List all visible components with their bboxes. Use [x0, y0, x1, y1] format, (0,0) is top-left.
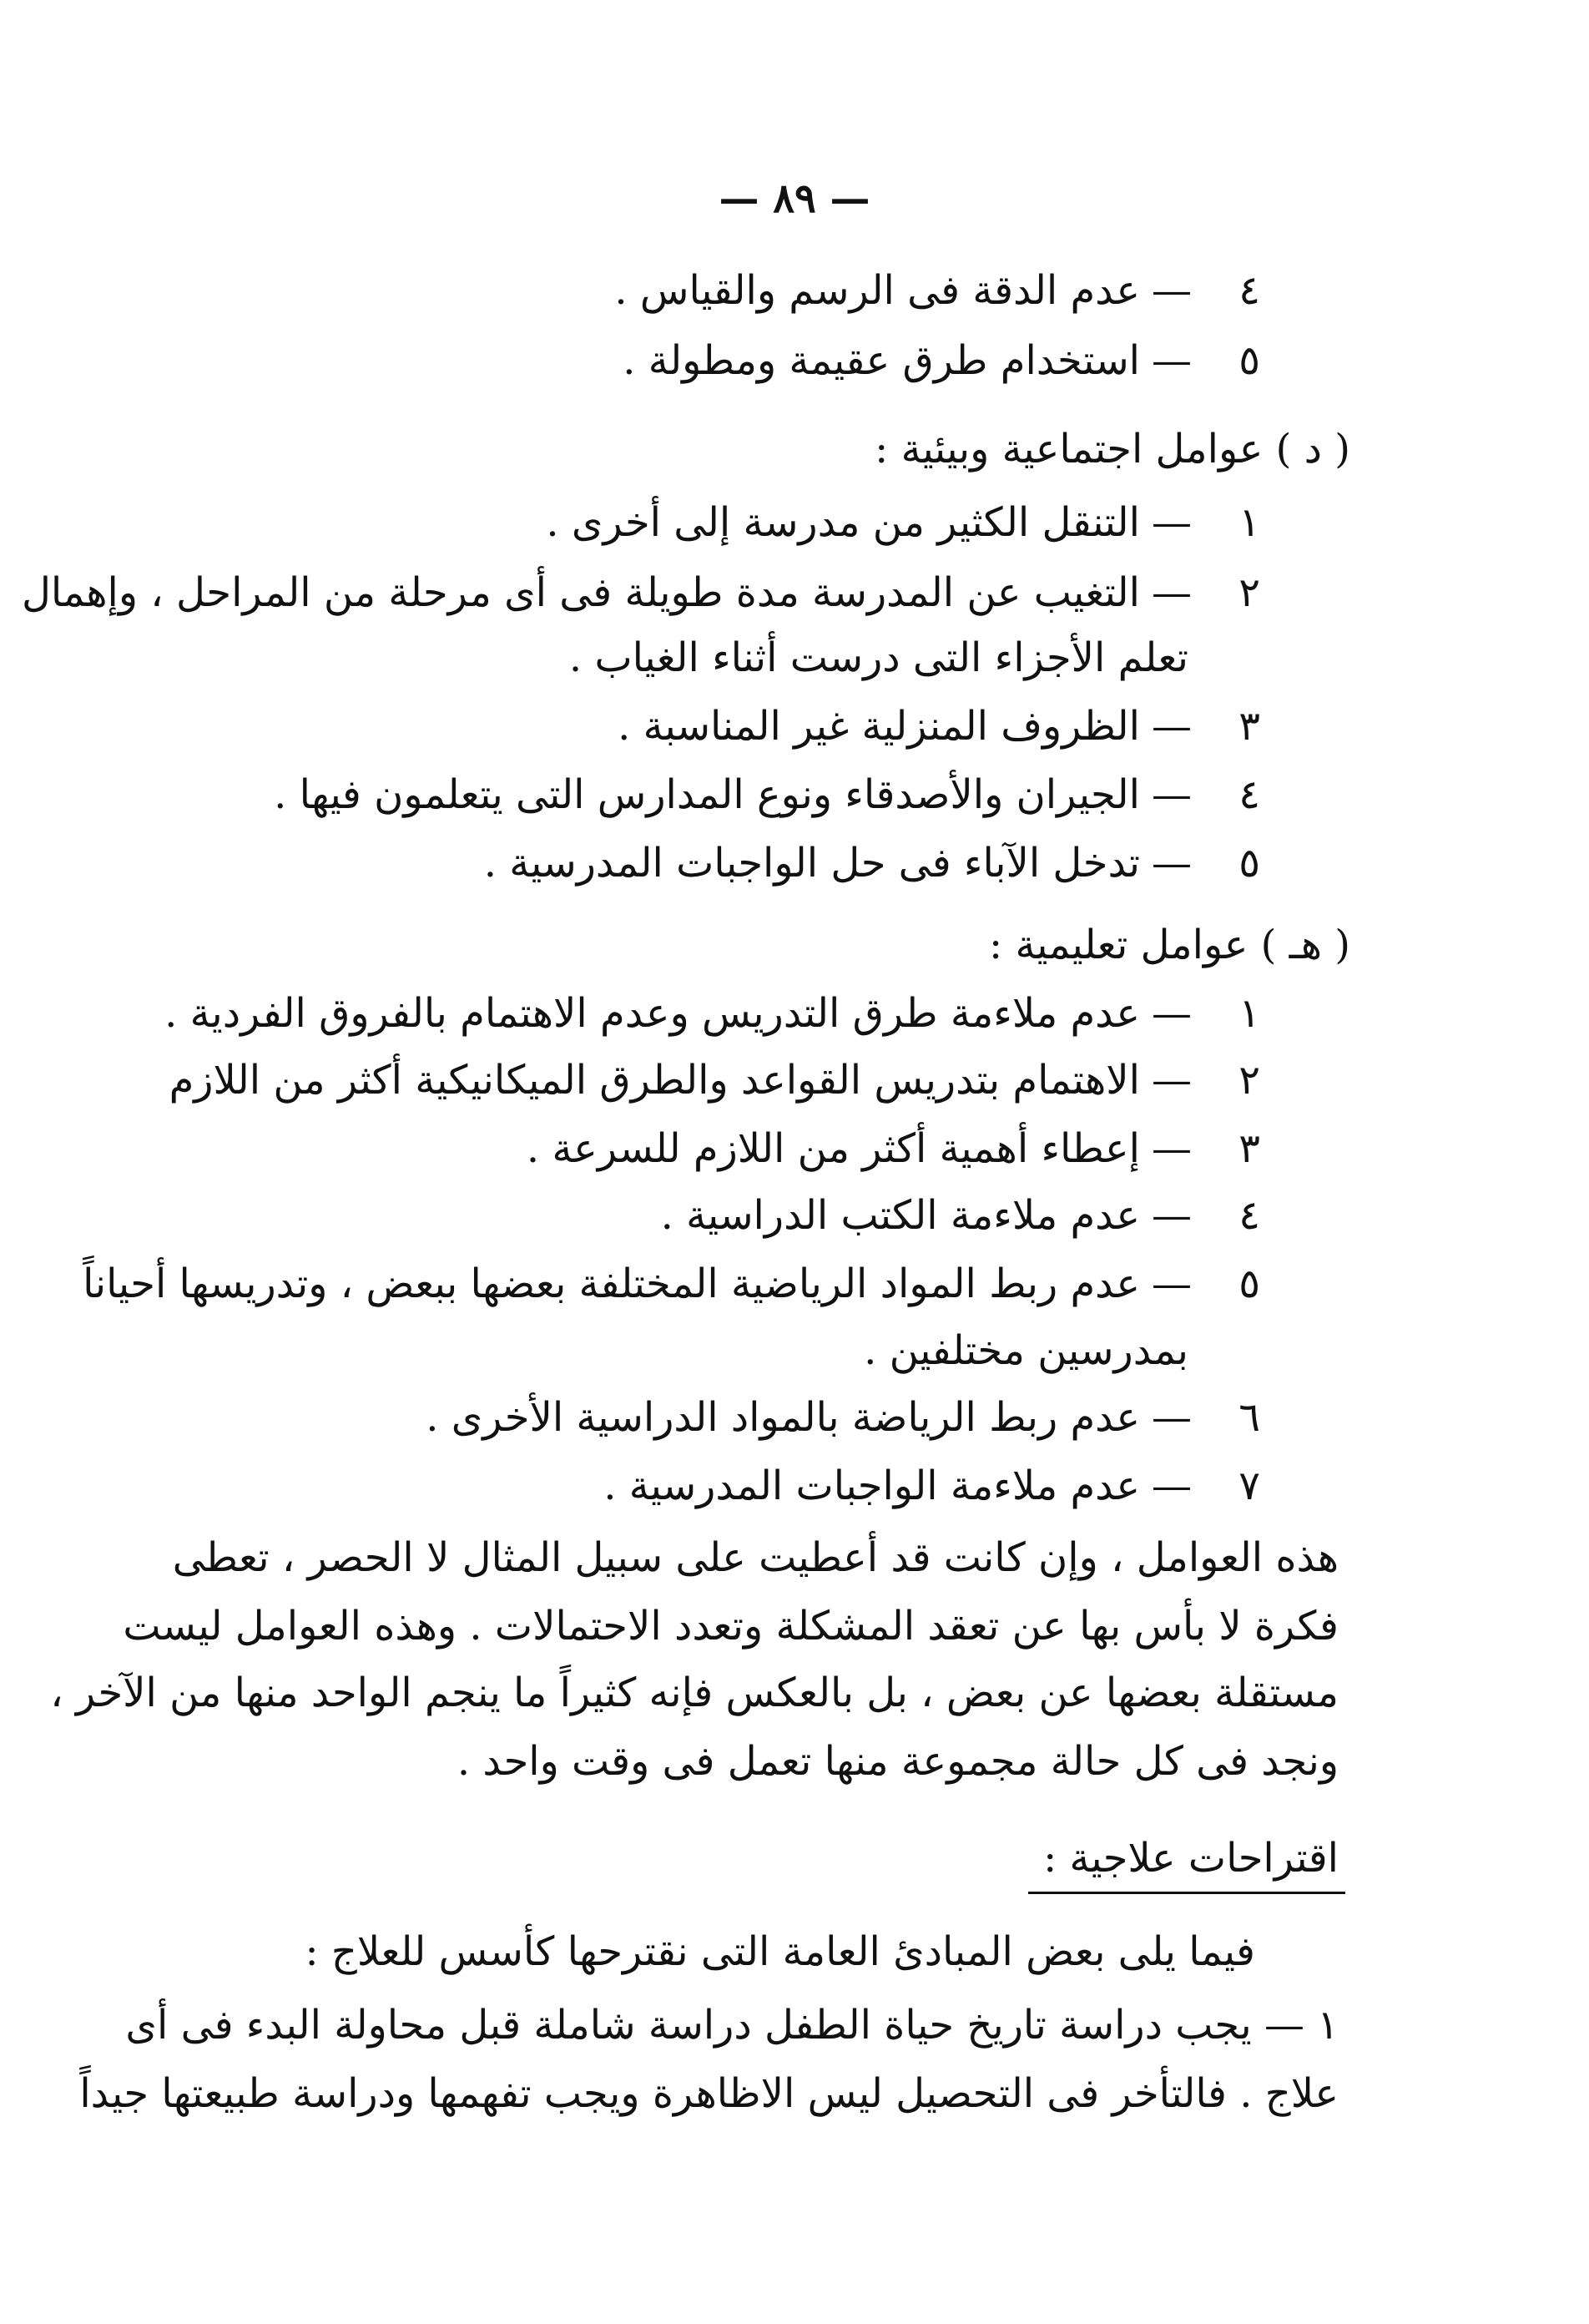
list-item: ٤—الجيران والأصدقاء ونوع المدارس التى يتعلمون فيها . [274, 771, 1260, 818]
item-number: ١ [1238, 990, 1260, 1037]
item-text: إعطاء أهمية أكثر من اللازم للسرعة . [526, 1125, 1140, 1172]
paragraph-line: مستقلة بعضها عن بعض ، بل بالعكس فإنه كثيراً ما ينجم الواحد منها من الآخر ، [50, 1670, 1339, 1716]
list-item: ٣—إعطاء أهمية أكثر من اللازم للسرعة . [526, 1125, 1260, 1172]
list-item: ٤—عدم الدقة فى الرسم والقياس . [614, 267, 1260, 314]
list-item: ٢—الاهتمام بتدريس القواعد والطرق الميكانيكية أكثر من اللازم [169, 1057, 1260, 1104]
list-item: ١—عدم ملاءمة طرق التدريس وعدم الاهتمام بالفروق الفردية . [164, 990, 1260, 1037]
section-heading-d: ( د ) عوامل اجتماعية وبيئية : [875, 426, 1350, 472]
heading-underline [1028, 1892, 1345, 1894]
page-number: — ٨٩ — [719, 175, 870, 222]
section-heading-h: ( هـ ) عوامل تعليمية : [989, 922, 1350, 968]
item-text: عدم ملاءمة طرق التدريس وعدم الاهتمام بالفروق الفردية . [164, 990, 1140, 1037]
paragraph-line: ونجد فى كل حالة مجموعة منها تعمل فى وقت واحد . [457, 1738, 1339, 1785]
remedies-line: علاج . فالتأخر فى التحصيل ليس الاظاهرة ويجب تفهمها ودراسة طبيعتها جيداً [79, 2070, 1339, 2117]
item-text: التغيب عن المدرسة مدة طويلة فى أى مرحلة من المراحل ، وإهمال [21, 569, 1140, 616]
list-item-continuation: بمدرسين مختلفين . [864, 1327, 1188, 1374]
list-item: ٥—تدخل الآباء فى حل الواجبات المدرسية . [483, 840, 1260, 887]
item-text: الاهتمام بتدريس القواعد والطرق الميكانيكية أكثر من اللازم [169, 1057, 1140, 1104]
list-item: ٧—عدم ملاءمة الواجبات المدرسية . [603, 1463, 1260, 1509]
remedies-heading: اقتراحات علاجية : [1043, 1835, 1339, 1882]
item-number: ٤ [1238, 267, 1260, 314]
list-item: ٢—التغيب عن المدرسة مدة طويلة فى أى مرحلة من المراحل ، وإهمال [21, 569, 1260, 616]
remedies-intro: فيما يلى بعض المبادئ العامة التى نقترحها كأسس للعلاج : [305, 1928, 1255, 1975]
item-text: تدخل الآباء فى حل الواجبات المدرسية . [483, 840, 1140, 887]
remedies-line: ١ — يجب دراسة تاريخ حياة الطفل دراسة شاملة قبل محاولة البدء فى أى [125, 2002, 1339, 2049]
list-item: ٤—عدم ملاءمة الكتب الدراسية . [660, 1192, 1260, 1239]
item-number: ٢ [1238, 1057, 1260, 1104]
item-text: عدم ملاءمة الكتب الدراسية . [660, 1192, 1140, 1239]
item-text: التنقل الكثير من مدرسة إلى أخرى . [546, 499, 1140, 546]
item-number: ٢ [1238, 569, 1260, 616]
item-text: استخدام طرق عقيمة ومطولة . [623, 337, 1140, 384]
item-number: ٤ [1238, 771, 1260, 818]
list-item: ١—التنقل الكثير من مدرسة إلى أخرى . [546, 499, 1260, 546]
paragraph-line: هذه العوامل ، وإن كانت قد أعطيت على سبيل المثال لا الحصر ، تعطى [172, 1534, 1339, 1581]
item-number: ٧ [1238, 1463, 1260, 1509]
list-item-continuation: تعلم الأجزاء التى درست أثناء الغياب . [568, 634, 1188, 681]
paragraph-line: فكرة لا بأس بها عن تعقد المشكلة وتعدد الاحتمالات . وهذه العوامل ليست [123, 1603, 1339, 1650]
item-text: عدم ربط الرياضة بالمواد الدراسية الأخرى . [426, 1394, 1140, 1441]
item-number: ٣ [1238, 703, 1260, 750]
item-number: ٤ [1238, 1192, 1260, 1239]
item-number: ٥ [1238, 840, 1260, 887]
item-number: ٣ [1238, 1125, 1260, 1172]
list-item: ٣—الظروف المنزلية غير المناسبة . [618, 703, 1260, 750]
list-item: ٥—عدم ربط المواد الرياضية المختلفة بعضها ببعض ، وتدريسها أحياناً [83, 1261, 1260, 1307]
item-number: ١ [1238, 499, 1260, 546]
list-item: ٦—عدم ربط الرياضة بالمواد الدراسية الأخرى . [426, 1394, 1260, 1441]
item-text: الظروف المنزلية غير المناسبة . [618, 703, 1140, 750]
item-number: ٥ [1238, 337, 1260, 384]
item-text: عدم ربط المواد الرياضية المختلفة بعضها ببعض ، وتدريسها أحياناً [83, 1261, 1140, 1307]
item-number: ٦ [1238, 1394, 1260, 1441]
item-text: عدم ملاءمة الواجبات المدرسية . [603, 1463, 1140, 1509]
item-number: ٥ [1238, 1261, 1260, 1307]
item-text: عدم الدقة فى الرسم والقياس . [614, 267, 1140, 314]
list-item: ٥—استخدام طرق عقيمة ومطولة . [623, 337, 1260, 384]
item-text: الجيران والأصدقاء ونوع المدارس التى يتعلمون فيها . [274, 771, 1140, 818]
